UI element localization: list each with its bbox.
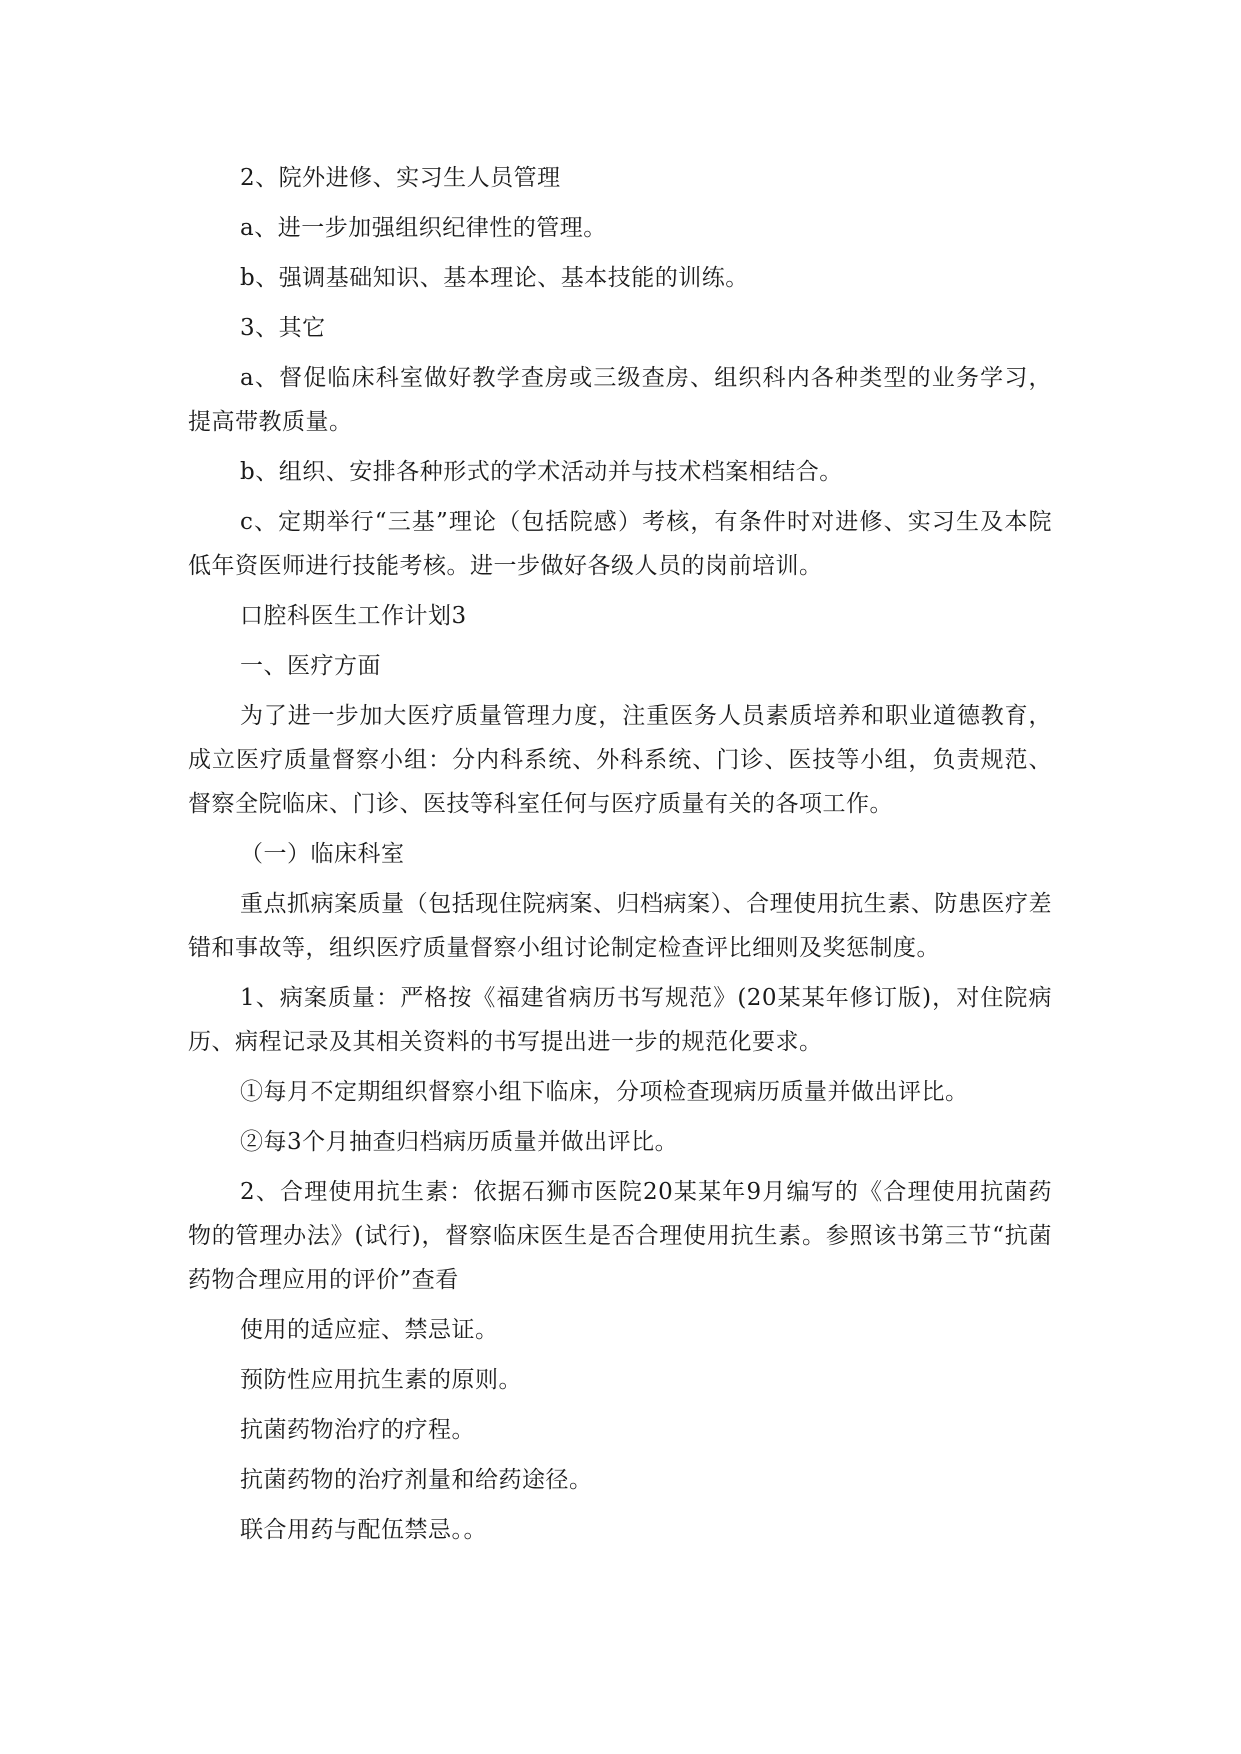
document-body — [188, 156, 1052, 1552]
paragraph-quarterly-check: ②每3个月抽查归档病历质量并做出评比。 — [240, 1129, 679, 1155]
paragraph-section-3-heading: 3、其它 — [240, 315, 326, 341]
paragraph-indications: 使用的适应症、禁忌证。 — [240, 1317, 499, 1343]
paragraph-clinical-heading: （一）临床科室 — [240, 841, 405, 867]
paragraph-records-quality: 1、病案质量：严格按《福建省病历书写规范》(20某某年修订版)，对住院病历、病程记录及其相关资料的书写提出进一步的规范化要求。 — [188, 985, 1052, 1055]
paragraph-quality-intro: 为了进一步加大医疗质量管理力度，注重医务人员素质培养和职业道德教育，成立医疗质量督察小组：分内科系统、外科系统、门诊、医技等小组，负责规范、督察全院临床、门诊、医技等科室任何与医疗质量有关的各项工作。 — [188, 703, 1052, 817]
paragraph-prophylaxis: 预防性应用抗生素的原则。 — [240, 1367, 522, 1393]
paragraph-item-a: a、进一步加强组织纪律性的管理。 — [240, 215, 607, 241]
paragraph-item-b: b、强调基础知识、基本理论、基本技能的训练。 — [240, 265, 749, 291]
paragraph-plan-title: 口腔科医生工作计划3 — [240, 603, 467, 629]
paragraph-clinical-focus: 重点抓病案质量（包括现住院病案、归档病案）、合理使用抗生素、防患医疗差错和事故等，组织医疗质量督察小组讨论制定检查评比细则及奖惩制度。 — [188, 891, 1052, 961]
paragraph-section-2-heading: 2、院外进修、实习生人员管理 — [240, 165, 561, 191]
paragraph-item-a-teaching: a、督促临床科室做好教学查房或三级查房、组织科内各种类型的业务学习，提高带教质量。 — [188, 365, 1052, 435]
paragraph-dosage: 抗菌药物的治疗剂量和给药途径。 — [240, 1467, 593, 1493]
paragraph-item-b-academic: b、组织、安排各种形式的学术活动并与技术档案相结合。 — [240, 459, 843, 485]
paragraph-medical-heading: 一、医疗方面 — [240, 653, 381, 679]
paragraph-monthly-check: ①每月不定期组织督察小组下临床，分项检查现病历质量并做出评比。 — [240, 1079, 969, 1105]
paragraph-course: 抗菌药物治疗的疗程。 — [240, 1417, 475, 1443]
paragraph-item-c-assessment: c、定期举行“三基”理论（包括院感）考核，有条件时对进修、实习生及本院低年资医师进行技能考核。进一步做好各级人员的岗前培训。 — [188, 509, 1052, 579]
paragraph-combination: 联合用药与配伍禁忌。。 — [240, 1517, 487, 1543]
paragraph-antibiotics: 2、合理使用抗生素：依据石狮市医院20某某年9月编写的《合理使用抗菌药物的管理办法》(试行)，督察临床医生是否合理使用抗生素。参照该书第三节“抗菌药物合理应用的评价”查看 — [188, 1179, 1052, 1293]
